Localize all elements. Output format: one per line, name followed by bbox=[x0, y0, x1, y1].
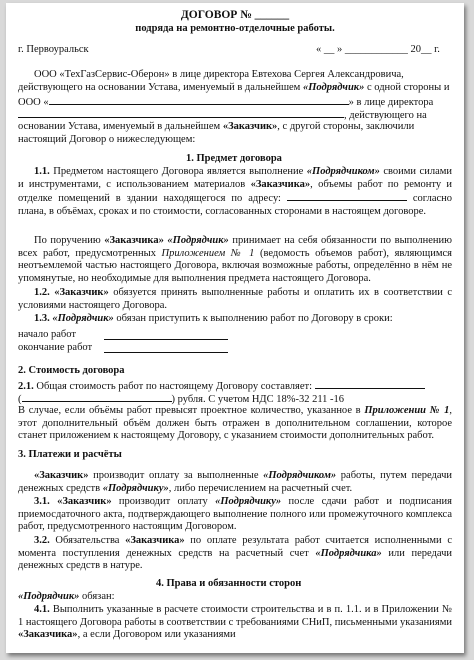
clause-3-1: 3.1. «Заказчик» производит оплату «Подрядчику» после сдачи работ и подписания приемосдаточного акта, подтверждающего выполнение полного или промежуточного комплекса работ, предусмотренного настоящим Договором. bbox=[18, 496, 453, 532]
parties-line-2: действующего на основании Устава, именуемый в дальнейшем «Подрядчик» с одной стороны и bbox=[18, 82, 450, 93]
section-1-heading: 1. Предмет договора bbox=[186, 153, 282, 164]
section-3-heading: 3. Платежи и расчёты bbox=[18, 449, 122, 460]
clause-2-1: 2.1. Общая стоимость работ по настоящему Договору составляет: bbox=[18, 379, 425, 394]
end-date-label: окончание работ bbox=[18, 342, 93, 353]
clause-1-1: 1.1. Предметом настоящего Договора является выполнение «Подрядчиком» своими силами и инструментами, с использованием материалов «Заказчика», объемы работ по ремонту и отделке помещений в здании находящегося по адресу: согласно плана, в объёмах, сроках и по стоимости, согласованных сторонами в настоящем договоре. bbox=[18, 166, 453, 217]
clause-3-2: 3.2. Обязательства «Заказчика» по оплате результата работ считается исполненными с момента поступления денежных средств на расчетный счет «Подрядчика» или передачи денежных средств в натуре. bbox=[18, 535, 452, 571]
contract-date: « __ » ____________ 20__ г. bbox=[316, 44, 440, 55]
section-4-heading: 4. Права и обязанности сторон bbox=[156, 578, 302, 589]
clause-4-1: 4.1. Выполнить указанные в расчете стоимости строительства и в п. 1.1. и в Приложении № 1 настоящего Договора работы в соответствии с требованиями СНиП, письменными указаниями «Заказчика», а если Договором или указаниями bbox=[18, 604, 452, 640]
end-date-field[interactable] bbox=[104, 343, 228, 353]
section-2-heading: 2. Стоимость договора bbox=[18, 365, 125, 376]
parties-line-4: , действующего на bbox=[18, 108, 427, 123]
clause-2-2: В случае, если объёмы работ превысят проектное количество, указанное в Приложении № 1, этот дополнительный объём должен быть отражен в дополнительном соглашении, которое станет приложением к настоящему Договору, с указанием стоимости дополнительных работ. bbox=[18, 405, 452, 441]
clause-4-intro: «Подрядчик» обязан: bbox=[18, 591, 115, 602]
city: г. Первоуральск bbox=[18, 44, 89, 55]
clause-3-intro: «Заказчик» производит оплату за выполненные «Подрядчиком» работы, путем передачи денежных средств «Подрядчику», либо перечислением на расчетный счет. bbox=[18, 470, 452, 494]
document-subtitle: подряда на ремонтно-отделочные работы. bbox=[135, 23, 335, 34]
clause-1-1-assignment: По поручению «Заказчика» «Подрядчик» принимает на себя обязанности по выполнению всех работ, предусмотренных Приложением № 1 (ведомость объемов работ), являющимся неотъемлемой частью настоящего Договора, включая возможные работы, определённо в нём не упомянутые, но необходимые для выполнения предмета настоящего Договора. bbox=[18, 235, 452, 284]
parties-line-5: основании Устава, именуемый в дальнейшем «Заказчик», с другой стороны, заключили bbox=[18, 121, 415, 132]
parties-line-6: настоящий Договор о нижеследующем: bbox=[18, 134, 196, 145]
clause-2-1-amount: ( ) рубля. С учетом НДС 18%-32 211 -16 bbox=[18, 394, 345, 405]
document-page bbox=[6, 3, 464, 653]
parties-line-1: ООО «ТехГазСервис-Оберон» в лице директора Евтехова Сергея Александровича, bbox=[34, 69, 404, 80]
clause-1-2: 1.2. «Заказчик» обязуется принять выполненные работы и оплатить их в соответствии с условиями настоящего Договора. bbox=[18, 287, 452, 311]
start-date-label: начало работ bbox=[18, 329, 76, 340]
parties-line-3: ООО « » в лице директора bbox=[18, 97, 434, 108]
start-date-field[interactable] bbox=[104, 330, 228, 340]
clause-1-3: 1.3. «Подрядчик» обязан приступить к выполнению работ по Договору в сроки: bbox=[34, 313, 393, 324]
document-title: ДОГОВОР № ______ bbox=[180, 9, 290, 21]
